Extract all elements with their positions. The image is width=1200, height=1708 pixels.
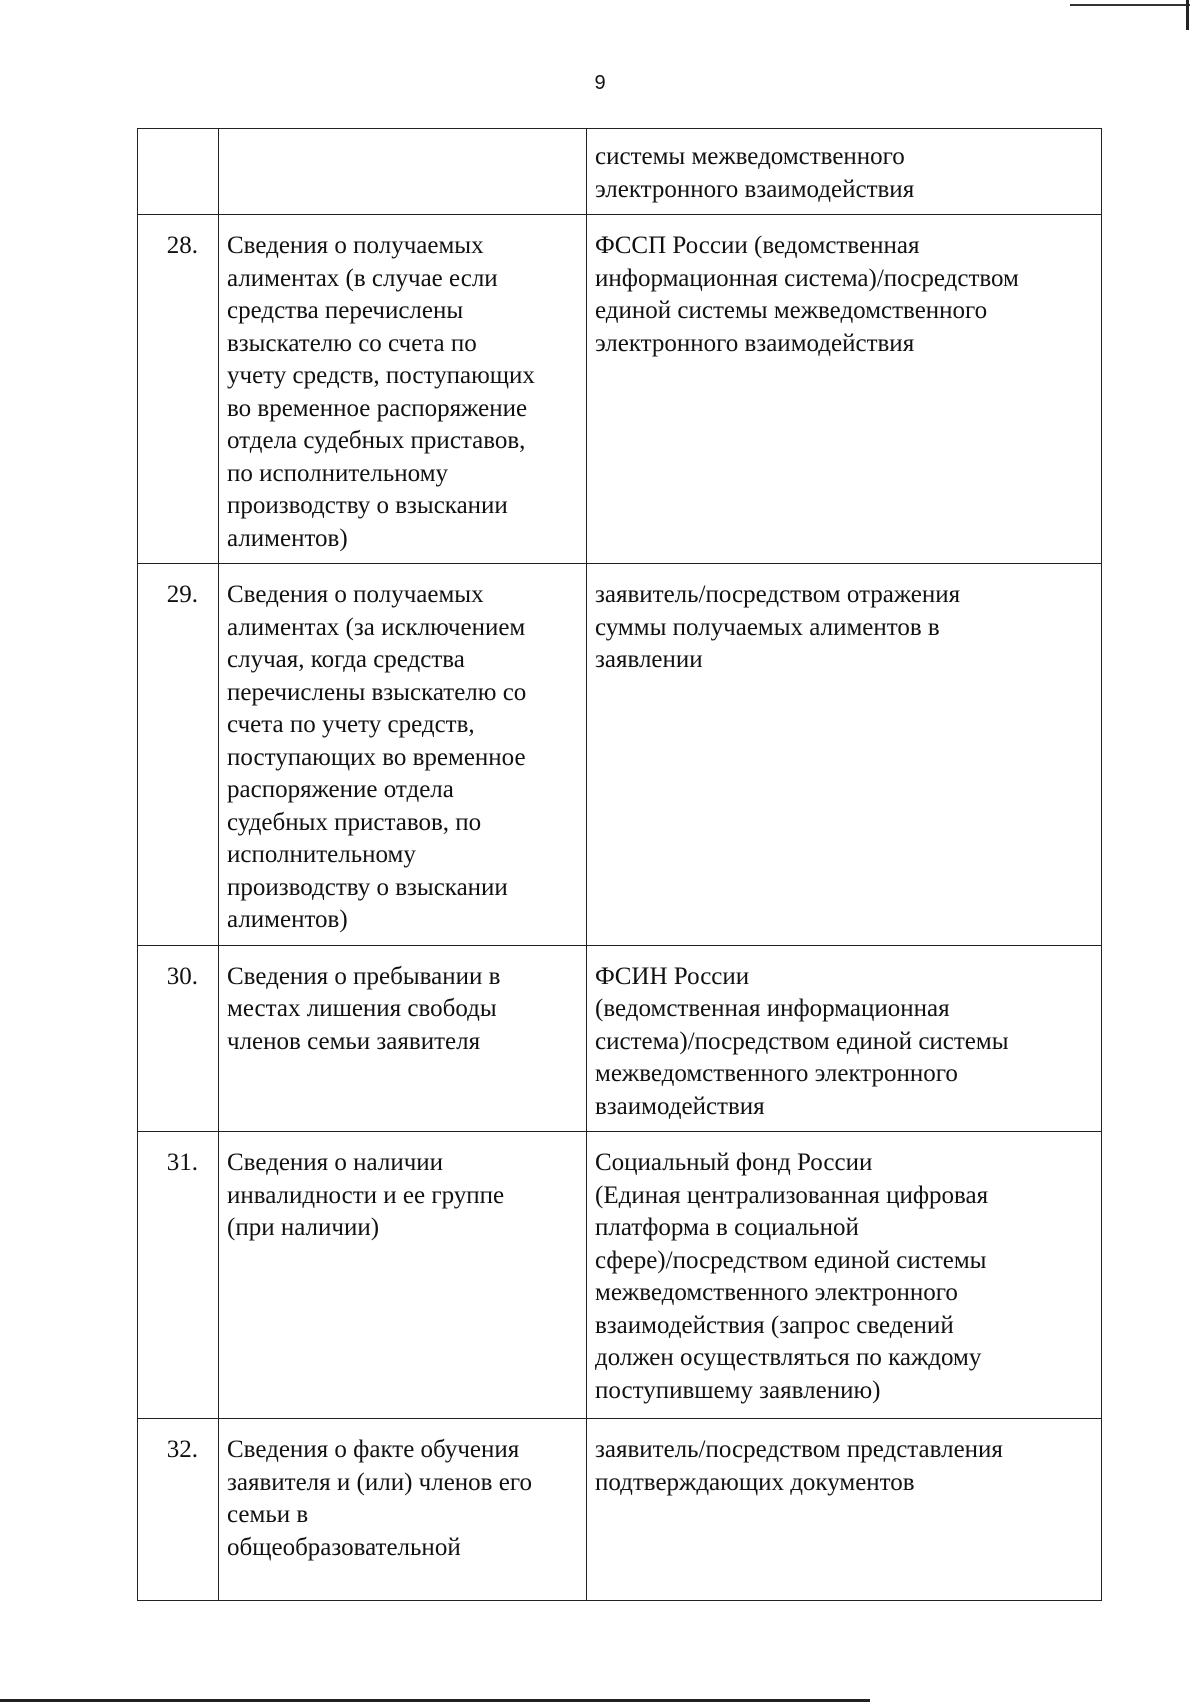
- row-number-cell: 32.: [138, 1419, 219, 1601]
- info-source-cell: заявитель/посредством отражения суммы получаемых алиментов в заявлении: [587, 564, 1102, 946]
- info-source-cell: заявитель/посредством представления подтверждающих документов: [587, 1419, 1102, 1601]
- info-type-cell: Сведения о наличии инвалидности и ее группе (при наличии): [219, 1132, 587, 1419]
- info-type-cell: [219, 129, 587, 215]
- scan-edge-line-bottom: [0, 1699, 870, 1702]
- info-source-cell: системы межведомственного электронного взаимодействия: [587, 129, 1102, 215]
- info-type-cell: Сведения о получаемых алиментах (за исключением случая, когда средства перечислены взыскателю со счета по учету средств, поступающих во временное распоряжение отдела судебных приставов, по исполнительному производству о взыскании алиментов): [219, 564, 587, 946]
- row-number-cell: 28.: [138, 215, 219, 564]
- table-row-29: [138, 564, 1102, 946]
- table-row-30: [138, 945, 1102, 1132]
- scan-edge-mark-top-right: [1186, 0, 1189, 30]
- info-type-cell: Сведения о пребывании в местах лишения свободы членов семьи заявителя: [219, 945, 587, 1132]
- row-number-cell: 29.: [138, 564, 219, 946]
- page-number: 9: [594, 72, 606, 94]
- row-number-cell: 30.: [138, 945, 219, 1132]
- row-number-cell: [138, 129, 219, 215]
- info-source-cell: ФСИН России (ведомственная информационная система)/посредством единой системы межведомственного электронного взаимодействия: [587, 945, 1102, 1132]
- table-row-continuation: [138, 129, 1102, 215]
- info-type-cell: Сведения о получаемых алиментах (в случае если средства перечислены взыскателю со счета по учету средств, поступающих во временное распоряжение отдела судебных приставов, по исполнительному производству о взыскании алиментов): [219, 215, 587, 564]
- table-row-28: [138, 215, 1102, 564]
- table-row-31: [138, 1132, 1102, 1419]
- info-source-cell: Социальный фонд России (Единая централизованная цифровая платформа в социальной сфере)/посредством единой системы межведомственного электронного взаимодействия (запрос сведений должен осуществляться по каждому поступившему заявлению): [587, 1132, 1102, 1419]
- information-sources-table: [137, 128, 1102, 1601]
- scan-edge-line-top: [1070, 4, 1190, 6]
- info-type-cell: Сведения о факте обучения заявителя и (или) членов его семьи в общеобразовательной: [219, 1419, 587, 1601]
- info-source-cell: ФССП России (ведомственная информационная система)/посредством единой системы межведомственного электронного взаимодействия: [587, 215, 1102, 564]
- table-row-32: [138, 1419, 1102, 1601]
- row-number-cell: 31.: [138, 1132, 219, 1419]
